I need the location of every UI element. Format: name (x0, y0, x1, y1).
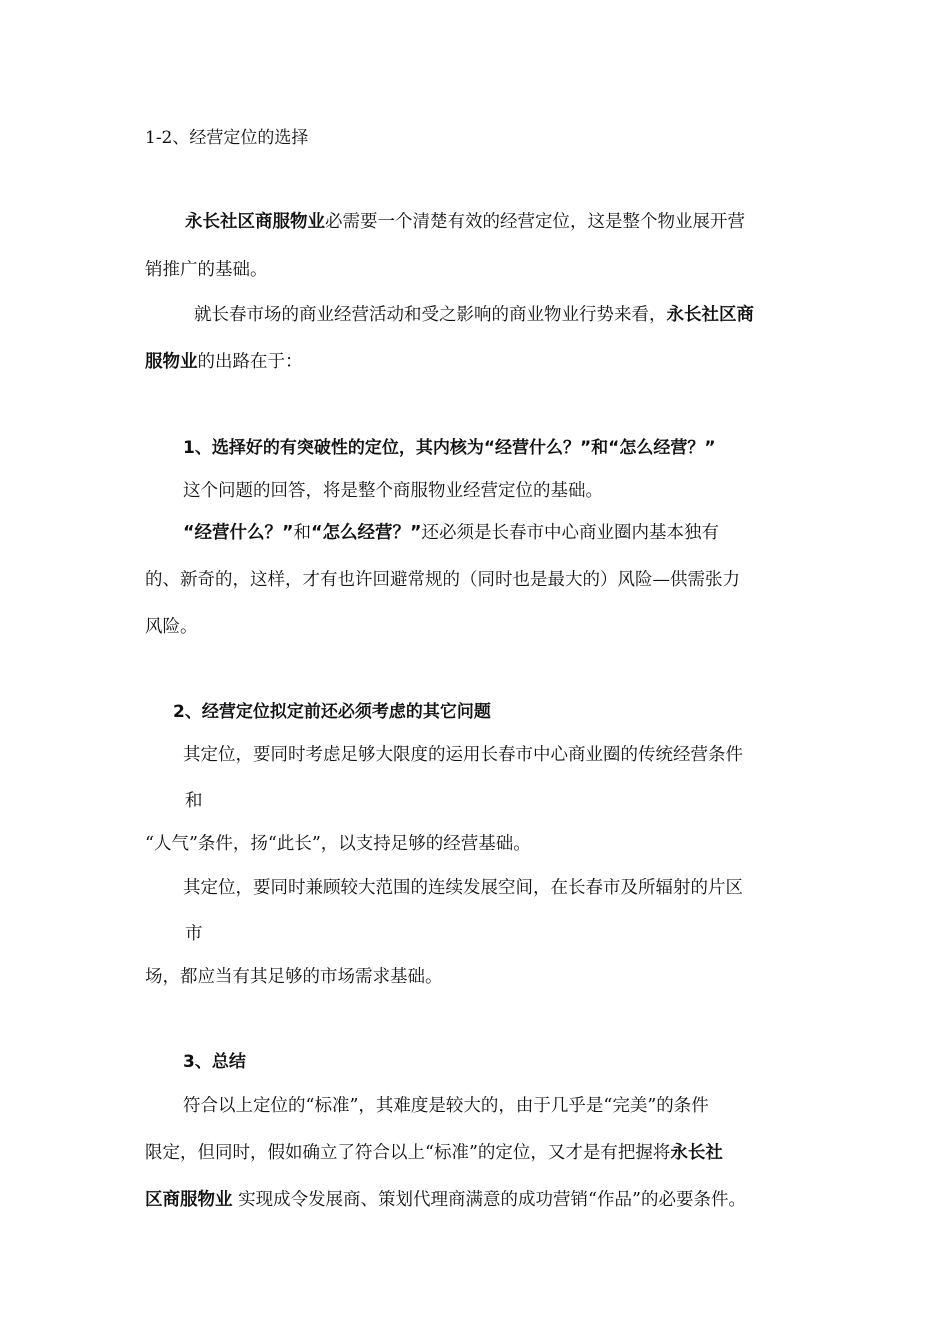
point2-heading-text: 2、经营定位拟定前还必须考虑的其它问题 (173, 702, 491, 722)
point2-text: 和 (185, 791, 203, 811)
point1-heading (183, 436, 716, 460)
intro-line-1 (185, 210, 745, 234)
point1-line-4 (145, 615, 198, 639)
point2-text: “人气”条件，扬“此长”，以支持足够的经营基础。 (145, 834, 531, 854)
intro-line-3 (194, 303, 754, 327)
point2-text: 其定位，要同时考虑足够大限度的运用长春市中心商业圈的传统经营条件 (183, 745, 743, 765)
intro-line-2 (145, 258, 268, 282)
property-name: 永长社区商服物业 (185, 212, 325, 232)
point2-line-6 (145, 965, 443, 989)
point3-heading (183, 1050, 246, 1074)
point1-line-3 (145, 568, 740, 592)
property-name: 服物业 (145, 352, 198, 372)
point3-line-3 (145, 1188, 746, 1212)
point3-line-2 (145, 1141, 723, 1165)
point3-text: 符合以上定位的“标准”，其难度是较大的，由于几乎是“完美”的条件 (183, 1096, 709, 1116)
point2-heading (173, 700, 491, 724)
property-name: 区商服物业 (145, 1190, 233, 1210)
point1-emphasis: “怎么经营？” (311, 523, 422, 543)
point2-text: 市 (185, 924, 203, 944)
intro-text: 就长春市场的商业经营活动和受之影响的商业物业行势来看， (194, 305, 667, 325)
intro-text: 的出路在于： (197, 352, 303, 372)
point1-text: 风险。 (145, 617, 198, 637)
point2-text: 场，都应当有其足够的市场需求基础。 (145, 967, 443, 987)
intro-line-4 (145, 350, 303, 374)
property-name: 永长社区商 (666, 305, 754, 325)
property-name: 永长社 (670, 1143, 723, 1163)
point1-line-2 (183, 521, 719, 545)
point2-line-1 (183, 743, 743, 767)
point1-text: 这个问题的回答，将是整个商服物业经营定位的基础。 (183, 481, 603, 501)
point2-line-2 (185, 789, 203, 813)
point1-text: 和 (293, 523, 312, 543)
point2-text: 其定位，要同时兼顾较大范围的连续发展空间，在长春市及所辐射的片区 (183, 878, 743, 898)
point2-line-5 (185, 922, 203, 946)
point3-line-1 (183, 1094, 709, 1118)
point3-heading-text: 3、总结 (183, 1052, 246, 1072)
intro-text: 销推广的基础。 (145, 260, 268, 280)
point1-text: 还必须是长春市中心商业圈内基本独有 (421, 523, 720, 543)
point2-line-3 (145, 832, 531, 856)
point1-line-1 (183, 479, 603, 503)
point2-line-4 (183, 876, 743, 900)
point3-text: 实现成令发展商、策划代理商满意的成功营销“作品”的必要条件。 (232, 1190, 746, 1210)
point3-text: 限定，但同时，假如确立了符合以上“标准”的定位，又才是有把握将 (145, 1143, 671, 1163)
point1-text: 的、新奇的，这样，才有也许回避常规的（同时也是最大的）风险—供需张力 (145, 570, 740, 590)
point1-emphasis: “经营什么？” (183, 523, 294, 543)
section-title (145, 126, 308, 150)
point1-heading-text: 1、选择好的有突破性的定位，其内核为“经营什么？”和“怎么经营？” (183, 438, 716, 458)
section-title-text: 1-2、经营定位的选择 (145, 128, 309, 148)
intro-text: 必需要一个清楚有效的经营定位，这是整个物业展开营 (325, 212, 745, 232)
